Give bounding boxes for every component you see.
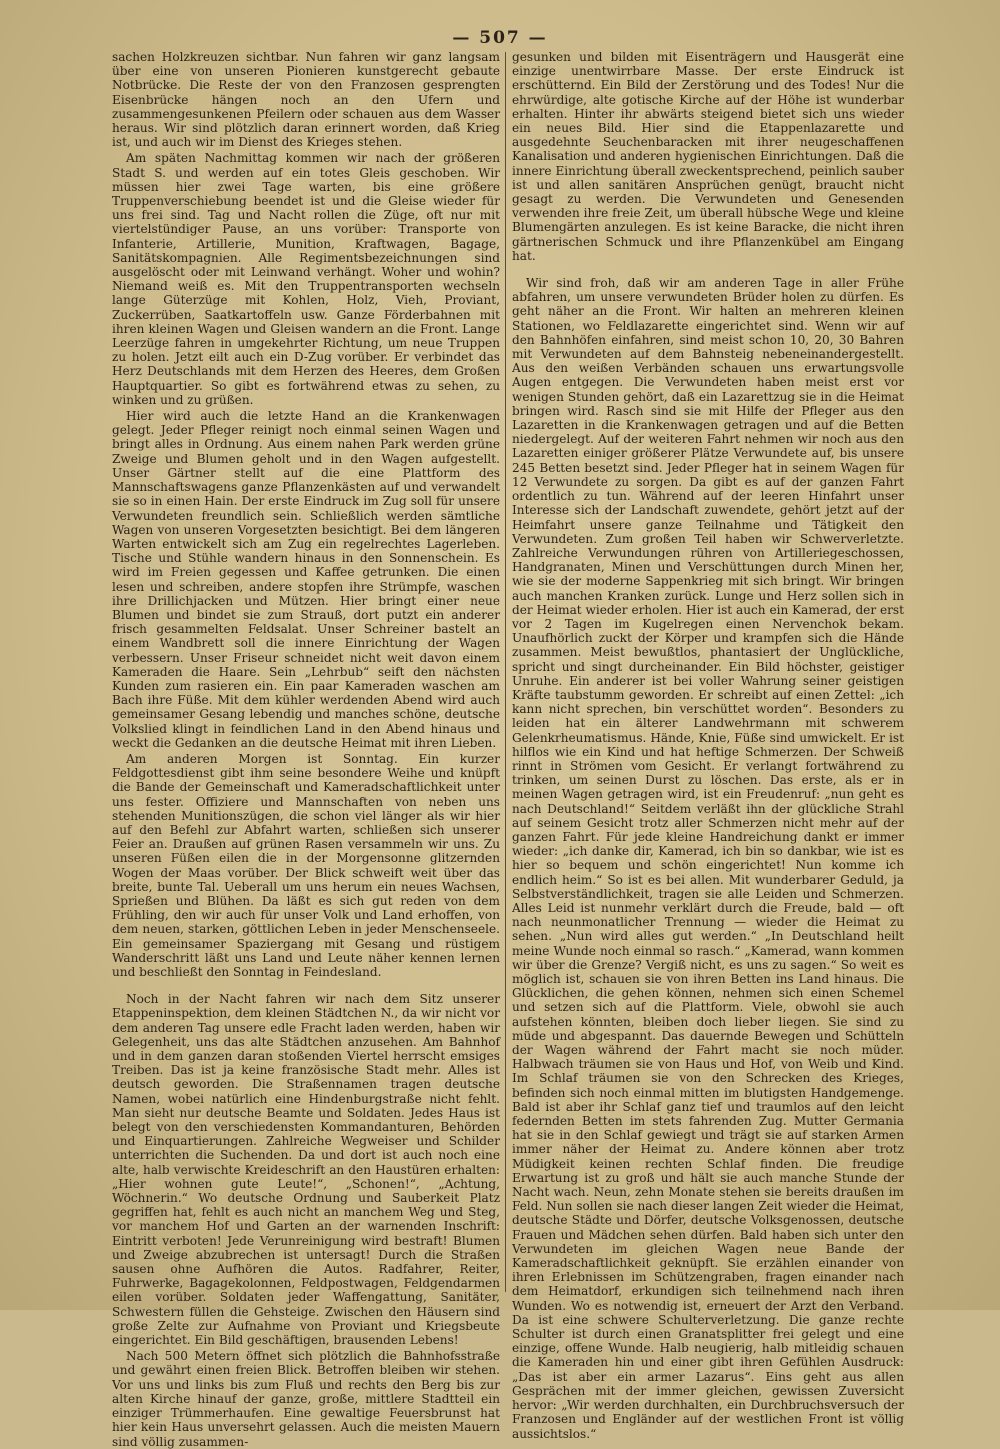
column-divider [505,52,506,1292]
right-paragraph-2: Wir sind froh, daß wir am anderen Tage in aller Frühe abfahren, um unsere verwundeten Brüder holen zu dürfen. Es geht näher an die Front. Wir halten an mehreren kleinen Stationen, wo Feldlazarette eingerichtet sind. Wenn wir auf den Bahnhöfen einfahren, sind meist schon 10, 20, 30 Bahren mit Verwundeten auf dem Bahnsteig nebeneinandergestellt. Aus den weißen Verbänden schauen uns erwartungsvolle Augen entgegen. Die Verwundeten haben meist erst vor wenigen Stunden gehört, daß ein Lazarettzug sie in die Heimat bringen wird. Rasch sind sie mit Hilfe der Pfleger aus den Lazaretten in die Krankenwagen getragen und auf die Betten niedergelegt. Auf der weiteren Fahrt nehmen wir noch aus den Lazaretten einiger größerer Plätze Verwundete auf, bis unsere 245 Betten besetzt sind. Jeder Pfleger hat in seinem Wagen für 12 Verwundete zu sorgen. Da gibt es auf der ganzen Fahrt ordentlich zu tun. Während auf der leeren Hinfahrt unser Interesse sich der Landschaft zuwendete, gehört jetzt auf der Heimfahrt unsere ganze Teilnahme und Tätigkeit den Verwundeten. Zum großen Teil haben wir Schwerverletzte. Zahlreiche Verwundungen rühren von Artilleriegeschossen, Handgranaten, Minen und Verschüttungen durch Minen her, wie sie der moderne Sappenkrieg mit sich bringt. Wir bringen auch manchen Kranken zurück. Lunge und Herz sollen sich in der Heimat wieder erholen. Hier ist auch ein Kamerad, der erst vor 2 Tagen im Kugelregen einen Nervenchok bekam. Unaufhörlich zuckt der Körper und krampfen sich die Hände zusammen. Meist bewußtlos, phantasiert der Unglückliche, spricht und singt durcheinander. Ein Bild höchster, geistiger Unruhe. Ein anderer ist bei voller Wahrung seiner geistigen Kräfte taubstumm geworden. Er schreibt auf einen Zettel: „ich kann nicht sprechen, bin verschüttet worden“. Besonders zu leiden hat ein älterer Landwehrmann mit schwerem Gelenkrheumatismus. Hände, Knie, Füße sind umwickelt. Er ist hilflos wie ein Kind und hat heftige Schmerzen. Der Schweiß rinnt in Strömen vom Gesicht. Er verlangt fortwährend zu trinken, um seinen Durst zu löschen. Das erste, als er in meinen Wagen getragen wird, ist ein Freudenruf: „nun geht es nach Deutschland!“ Seitdem verläßt ihn der glückliche Strahl auf seinem Gesicht trotz aller Schmerzen nicht mehr auf der ganzen Fahrt. Für jede kleine Handreichung dankt er immer wieder: „ich danke dir, Kamerad, ich bin so dankbar, wie ist es hier so bequem und schön eingerichtet! Nun komme ich endlich heim.“ So ist es bei allen. Mit wunderbarer Geduld, ja Selbstverständlichkeit, tragen sie alle Leiden und Schmerzen. Alles Leid ist nunmehr verklärt durch die Freude, bald — oft nach neunmonatlicher Trennung — wieder die Heimat zu sehen. „Nun wird alles gut werden.“ „In Deutschland heilt meine Wunde noch einmal so rasch.“ „Kamerad, wann kommen wir über die Grenze? Vergiß nicht, es uns zu sagen.“ So weit es möglich ist, schauen sie von ihren Betten ins Land hinaus. Die Glücklichen, die gehen können, nehmen sich einen Schemel und setzen sich auf die Plattform. Viele, obwohl sie auch aufstehen könnten, bleiben doch lieber liegen. Sie sind zu müde und abgespannt. Das dauernde Bewegen und Schütteln der Wagen während der Fahrt macht sie noch müder. Halbwach träumen sie von Haus und Hof, von Weib und Kind. Im Schlaf träumen sie von den Schrecken des Krieges, befinden sich noch einmal mitten im blutigsten Handgemenge. Bald ist aber ihr Schlaf ganz tief und traumlos auf den leicht federnden Betten im stets fahrenden Zug. Mutter Germania hat sie in den Schlaf gewiegt und trägt sie auf starken Armen immer näher der Heimat zu. Andere können aber trotz Müdigkeit keinen rechten Schlaf finden. Die freudige Erwartung ist zu groß und hält sie auch manche Stunde der Nacht wach. Neun, zehn Monate stehen sie bereits draußen im Feld. Nun sollen sie nach dieser langen Zeit wieder die Heimat, deutsche Städte und Dörfer, deutsche Volksgenossen, deutsche Frauen und Mädchen sehen dürfen. Bald haben sich unter den Verwundeten im gleichen Wagen neue Bande der Kameradschaftlichkeit geknüpft. Sie erzählen einander von ihren Erlebnissen im Schützengraben, fragen einander nach dem Heimatdorf, erkundigen sich teilnehmend nach ihren Wunden. Wo es notwendig ist, erneuert der Arzt den Verband. Da ist eine schwere Schulterverletzung. Die ganze rechte Schulter ist durch einen Granatsplitter frei gelegt und eine einzige, offene Wunde. Halb neugierig, halb mitleidig schauen die Kameraden hin und einer gibt ihren Gefühlen Ausdruck: „Das ist aber ein armer Lazarus“. Eins geht aus allen Gesprächen mit der immer gleichen, gewissen Zuversicht hervor: „Wir werden durchhalten, ein Durchbruchsversuch der Franzosen und Engländer auf der westlichen Front ist völlig aussichtslos.“ [512,276,904,1441]
page-number: — 507 — [452,28,548,48]
left-column [112,50,500,1449]
left-paragraph-3: Hier wird auch die letzte Hand an die Krankenwagen gelegt. Jeder Pfleger reinigt noch einmal seinen Wagen und bringt alles in Ordnung. Aus einem nahen Park werden grüne Zweige und Blumen geholt und in den Wagen aufgestellt. Unser Gärtner stellt auf die eine Plattform des Mannschaftswagens ganze Pflanzenkästen auf und verwandelt sie so in einen Hain. Der erste Eindruck im Zug soll für unsere Verwundeten freundlich sein. Schließlich werden sämtliche Wagen von unseren Vorgesetzten besichtigt. Bei dem längeren Warten entwickelt sich am Zug ein regelrechtes Lagerleben. Tische und Stühle wandern hinaus in den Sonnenschein. Es wird im Freien gegessen und Kaffee getrunken. Die einen lesen und schreiben, andere stopfen ihre Strümpfe, waschen ihre Drillichjacken und Mützen. Hier bringt einer neue Blumen und bindet sie zum Strauß, dort putzt ein anderer frisch gesammelten Feldsalat. Unser Schreiner bastelt an einem Wandbrett soll die innere Einrichtung der Wagen verbessern. Unser Friseur schneidet nicht weit davon einem Kameraden die Haare. Sein „Lehrbub“ seift den nächsten Kunden zum rasieren ein. Ein paar Kameraden waschen am Bach ihre Füße. Mit dem kühler werdenden Abend wird auch gemeinsamer Gesang lebendig und manches schöne, deutsche Volkslied klingt in feindlichen Land in den Abend hinaus und weckt die Gedanken an die deutsche Heimat mit ihren Lieben. [112,409,500,750]
right-paragraph-1: gesunken und bilden mit Eisenträgern und Hausgerät eine einzige unentwirrbare Masse. Der erste Eindruck ist erschütternd. Ein Bild der Zerstörung und des Todes! Nur die ehrwürdige, alte gotische Kirche auf der Höhe ist wunderbar erhalten. Hinter ihr abwärts steigend bietet sich uns wieder ein neues Bild. Hier sind die Etappenlazarette und ausgedehnte Seuchenbaracken mit ihrer neugeschaffenen Kanalisation und anderen hygienischen Einrichtungen. Daß die innere Einrichtung überall zweckentsprechend, peinlich sauber ist und allen sanitären Ansprüchen genügt, braucht nicht gesagt zu werden. Die Verwundeten und Genesenden verwenden ihre freie Zeit, um überall hübsche Wege und kleine Blumengärten anzulegen. Es ist keine Baracke, die nicht ihren gärtnerischen Schmuck und ihre Pflanzenkübel am Eingang hat. [512,50,904,263]
left-paragraph-2: Am späten Nachmittag kommen wir nach der größeren Stadt S. und werden auf ein totes Gleis geschoben. Wir müssen hier zwei Tage warten, bis eine größere Truppenverschiebung beendet ist und die Gleise wieder für uns frei sind. Tag und Nacht rollen die Züge, oft nur mit viertelstündiger Pause, an uns vorüber: Transporte von Infanterie, Artillerie, Munition, Kraftwagen, Bagage, Sanitätskompagnien. Alle Regimentsbezeichnungen sind ausgelöscht oder mit Leinwand verhängt. Woher und wohin? Niemand weiß es. Mit den Truppentransporten wechseln lange Güterzüge mit Kohlen, Holz, Vieh, Proviant, Zuckerrüben, Saatkartoffeln usw. Ganze Förderbahnen mit ihren kleinen Wagen und Gleisen wandern an die Front. Lange Leerzüge fahren in umgekehrter Richtung, um neue Truppen zu holen. Jetzt eilt auch ein D-Zug vorüber. Er verbindet das Herz Deutschlands mit dem Herzen des Heeres, dem Großen Hauptquartier. So gibt es fortwährend etwas zu sehen, zu winken und zu grüßen. [112,151,500,407]
left-paragraph-5: Noch in der Nacht fahren wir nach dem Sitz unserer Etappeninspektion, dem kleinen Städtchen N., da wir nicht vor dem anderen Tag unsere edle Fracht laden werden, haben wir Gelegenheit, uns das alte Städtchen anzusehen. Am Bahnhof und in dem ganzen daran stoßenden Viertel herrscht emsiges Treiben. Das ist ja keine französische Stadt mehr. Alles ist deutsch geworden. Die Straßennamen tragen deutsche Namen, wobei natürlich eine Hindenburgstraße nicht fehlt. Man sieht nur deutsche Beamte und Soldaten. Jedes Haus ist belegt von den verschiedensten Kommandanturen, Behörden und Einquartierungen. Zahlreiche Wegweiser und Schilder unterrichten die Suchenden. Da und dort ist auch noch eine alte, halb verwischte Kreideschrift an den Haustüren erhalten: „Hier wohnen gute Leute!“, „Schonen!“, „Achtung, Wöchnerin.“ Wo deutsche Ordnung und Sauberkeit Platz gegriffen hat, fehlt es auch nicht an manchem Weg und Steg, vor manchem Hof und Garten an der warnenden Inschrift: Eintritt verboten! Jede Verunreinigung wird bestraft! Blumen und Zweige abzubrechen ist untersagt! Durch die Straßen sausen ohne Aufhören die Autos. Radfahrer, Reiter, Fuhrwerke, Bagagekolonnen, Feldpostwagen, Feldgendarmen eilen vorüber. Soldaten jeder Waffengattung, Sanitäter, Schwestern füllen die Gehsteige. Zwischen den Häusern sind große Zelte zur Aufnahme von Proviant und Kriegsbeute eingerichtet. Ein Bild geschäftigen, brausenden Lebens! [112,992,500,1348]
right-column [512,50,904,1441]
left-paragraph-4: Am anderen Morgen ist Sonntag. Ein kurzer Feldgottesdienst gibt ihm seine besondere Weihe und knüpft die Bande der Gemeinschaft und Kameradschaftlichkeit unter uns fester. Offiziere und Mannschaften von neben uns stehenden Munitionszügen, die schon viel länger als wir hier auf den Befehl zur Abfahrt warten, schließen sich unserer Feier an. Draußen auf grünen Rasen versammeln wir uns. Zu unseren Füßen eilen die in der Morgensonne glitzernden Wogen der Maas vorüber. Der Blick schweift weit über das breite, bunte Tal. Ueberall um uns herum ein neues Wachsen, Sprießen und Blühen. Da läßt es sich gut reden von dem Frühling, den wir auch für unser Volk und Land erhoffen, von dem neuen, starken, göttlichen Leben in jeder Menschenseele. Ein gemeinsamer Spaziergang mit Gesang und rüstigem Wanderschritt läßt uns Land und Leute näher kennen lernen und beschließt den Sonntag in Feindesland. [112,751,500,979]
left-paragraph-6: Nach 500 Metern öffnet sich plötzlich die Bahnhofsstraße und gewährt einen freien Blick. Betroffen bleiben wir stehen. Vor uns und links bis zum Fluß und rechts den Berg bis zur alten Kirche hinauf der ganze, große, mittlere Stadtteil ein einziger Trümmerhaufen. Eine gewaltige Feuersbrunst hat hier kein Haus unversehrt gelassen. Auch die meisten Mauern sind völlig zusammen- [112,1349,500,1449]
left-paragraph-1: sachen Holzkreuzen sichtbar. Nun fahren wir ganz langsam über eine von unseren Pionieren kunstgerecht gebaute Notbrücke. Die Reste der von den Franzosen gesprengten Eisenbrücke hängen noch an den Ufern und zusammengesunkenen Pfeilern oder schauen aus dem Wasser heraus. Wir sind plötzlich daran erinnert worden, daß Krieg ist, und auch wir im Dienst des Krieges stehen. [112,50,500,150]
